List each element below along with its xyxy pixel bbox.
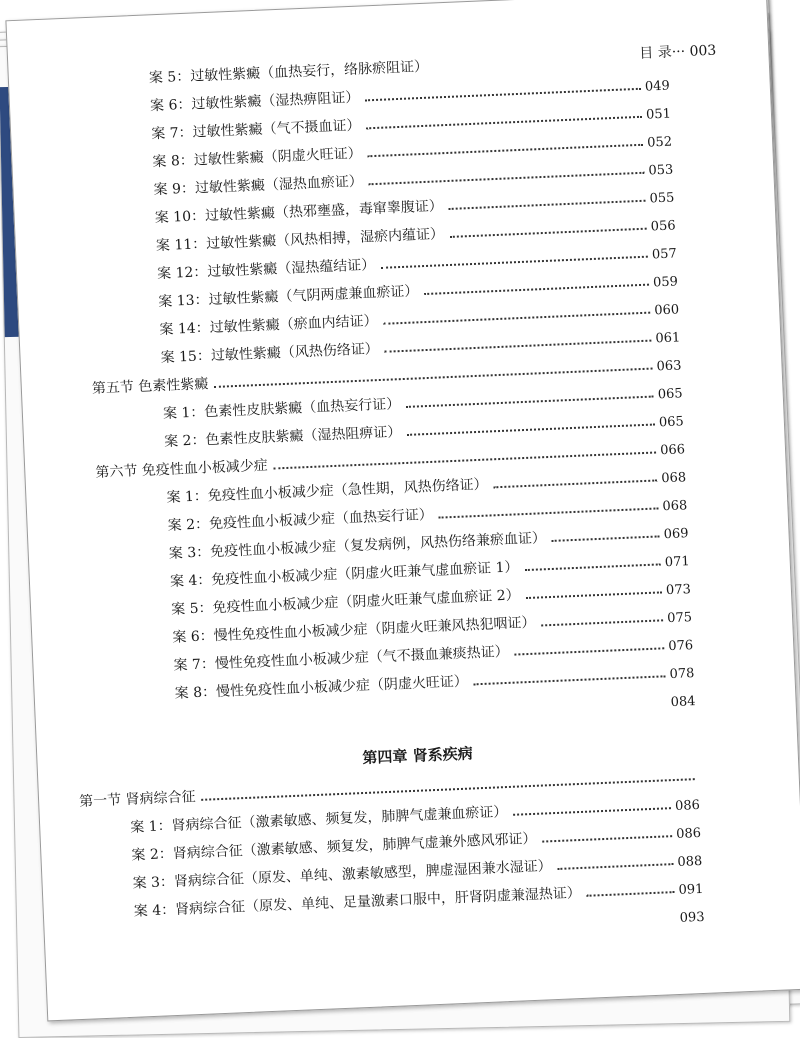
entry-page: 065	[658, 414, 685, 431]
entry-page: 052	[646, 134, 673, 151]
entry-title: 案 15：过敏性紫癜（风热伤络证）	[160, 341, 380, 367]
entry-page: 049	[644, 78, 671, 95]
entry-page: 076	[668, 638, 694, 655]
toc-page	[5, 0, 800, 1021]
entry-title: 案 4：免疫性血小板减少症（阴虚火旺兼气虚血瘀证 1）	[169, 559, 519, 590]
entry-page: 069	[663, 526, 689, 543]
entry-page: 061	[655, 330, 681, 347]
entry-page: 057	[651, 246, 678, 263]
entry-page: 056	[650, 218, 676, 235]
entry-page: 055	[649, 190, 675, 207]
entry-title: 案 8：过敏性紫癜（阴虚火旺证）	[152, 145, 362, 171]
entry-page: 059	[652, 274, 679, 291]
section-title: 第五节 色素性紫癜	[91, 376, 209, 398]
section-title: 第一节 肾病综合征	[78, 789, 196, 810]
entry-title: 案 6：慢性免疫性血小板减少症（阴虚火旺兼风热犯咽证）	[172, 614, 536, 646]
entry-page: 071	[664, 554, 690, 571]
section-title: 第六节 免疫性血小板减少症	[95, 457, 269, 481]
entry-title: 案 1：免疫性血小板减少症（急性期，风热伤络证）	[166, 476, 488, 507]
entry-title: 案 2：肾病综合征（激素敏感、频复发，肺脾气虚兼外感风邪证）	[131, 830, 537, 864]
entry-page: 073	[665, 582, 692, 599]
entry-title: 案 7：慢性免疫性血小板减少症（气不摄血兼痰热证）	[173, 643, 509, 674]
entry-title: 案 13：过敏性紫癜（气阴两虚兼血瘀证）	[157, 283, 419, 311]
entry-title: 案 2：色素性皮肤紫癜（湿热阻痹证）	[163, 424, 402, 451]
entry-page: 068	[662, 498, 688, 515]
entry-title: 案 3：肾病综合征（原发、单纯、激素敏感型，脾虚湿困兼水湿证）	[132, 858, 552, 892]
entry-title: 案 7：过敏性紫癜（气不摄血证）	[150, 117, 361, 143]
entry-title: 案 8：慢性免疫性血小板减少症（阴虚火旺证）	[174, 673, 469, 702]
entry-page: 075	[666, 610, 693, 627]
entry-title: 案 6：过敏性紫癜（湿热痹阻证）	[149, 89, 360, 115]
entry-page: 078	[669, 666, 695, 683]
entry-title: 案 14：过敏性紫癜（瘀血内结证）	[159, 313, 378, 339]
entry-page: 051	[645, 106, 672, 123]
entry-title: 案 5：过敏性紫癜（血热妄行，络脉瘀阻证）	[148, 58, 429, 87]
entry-page: 086	[674, 797, 701, 814]
entry-page: 068	[661, 470, 687, 487]
entry-page: 065	[657, 386, 683, 403]
entry-title: 案 12：过敏性紫癜（湿热蕴结证）	[156, 257, 376, 283]
entry-title: 案 11：过敏性紫癜（风热相搏，湿瘀内蕴证）	[155, 226, 445, 255]
entry-page: 066	[659, 442, 686, 459]
entry-page: 063	[656, 358, 682, 375]
entry-page: 088	[677, 853, 703, 870]
entry-page: 086	[675, 825, 702, 842]
entry-page: 093	[679, 909, 705, 926]
entry-page: 084	[670, 694, 696, 711]
entry-title: 案 1：肾病综合征（激素敏感、频复发，肺脾气虚兼血瘀证）	[129, 804, 508, 836]
chapter-heading: 第四章 肾系疾病	[362, 744, 473, 768]
entry-title: 案 1：色素性皮肤紫癜（血热妄行证）	[162, 396, 401, 423]
entry-page: 091	[678, 881, 704, 898]
entry-page: 053	[648, 162, 674, 179]
entry-title: 案 4：肾病综合征（原发、单纯、足量激素口服中，肝肾阴虚兼湿热证）	[133, 885, 582, 920]
entry-title: 案 2：免疫性血小板减少症（血热妄行证）	[167, 506, 434, 534]
entry-title: 案 9：过敏性紫癜（湿热血瘀证）	[153, 173, 364, 199]
entry-title: 案 5：免疫性血小板减少症（阴虚火旺兼气虚血瘀证 2）	[170, 587, 520, 618]
entry-title: 案 3：免疫性血小板减少症（复发病例，风热伤络兼瘀血证）	[168, 530, 547, 562]
page-header: 目 录··· 003	[639, 42, 717, 62]
entry-title: 案 10：过敏性紫癜（热邪壅盛，毒窜睾腹证）	[154, 198, 444, 227]
entry-page: 060	[653, 302, 680, 319]
